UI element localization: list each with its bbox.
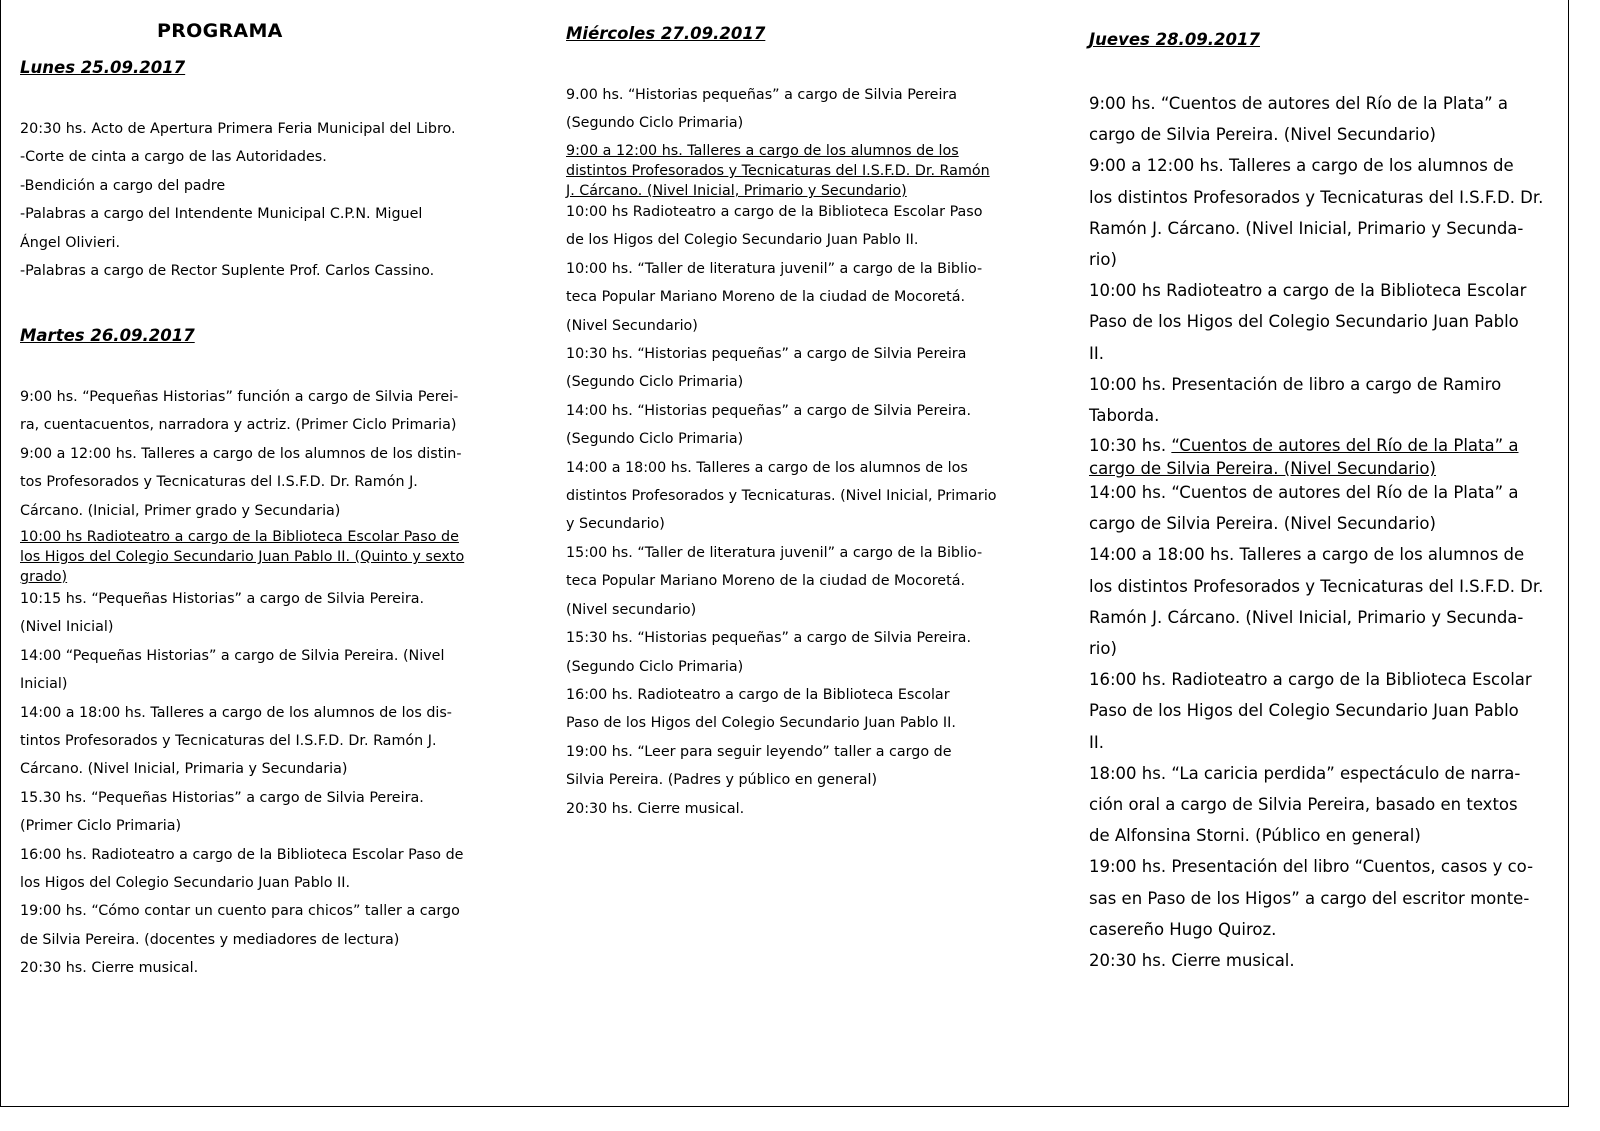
schedule-line: sas en Paso de los Higos” a cargo del escritor monte- [1089,888,1530,908]
schedule-line: los Higos del Colegio Secundario Juan Pablo II. [20,875,351,892]
schedule-line: -Bendición a cargo del padre [20,177,226,194]
tuesday-schedule-a [20,383,462,525]
schedule-line: 19:00 hs. “Cómo contar un cuento para chicos” taller a cargo [20,903,460,920]
schedule-line: 10:00 hs Radioteatro a cargo de la Biblioteca Escolar Paso [566,204,983,220]
wednesday-schedule-c [566,198,997,823]
program-title: PROGRAMA [157,20,283,42]
schedule-line: Taborda. [1089,406,1160,426]
schedule-line: (Nivel secundario) [566,601,697,618]
schedule-line: 20:30 hs. Cierre musical. [566,800,745,817]
schedule-line: -Palabras a cargo del Intendente Municipal C.P.N. Miguel [20,206,423,223]
schedule-line: 16:00 hs. Radioteatro a cargo de la Biblioteca Escolar Paso de [20,846,464,863]
schedule-line: 14:00 a 18:00 hs. Talleres a cargo de los alumnos de los [566,459,968,476]
schedule-line: 9:00 hs. “Pequeñas Historias” función a cargo de Silvia Perei- [20,389,459,405]
schedule-line [1089,434,1519,457]
time-label: 10:30 hs. [1089,436,1172,455]
schedule-line: Inicial) [20,676,68,693]
schedule-line: rio) [1089,250,1117,270]
schedule-line: 9:00 a 12:00 hs. Talleres a cargo de los alumnos de [1089,156,1514,176]
schedule-line: 18:00 hs. “La caricia perdida” espectáculo de narra- [1089,763,1521,783]
wednesday-schedule-a [566,81,957,138]
schedule-line: 15:30 hs. “Historias pequeñas” a cargo de Silvia Pereira. [566,630,971,647]
schedule-line: Paso de los Higos del Colegio Secundario Juan Pablo [1089,312,1519,332]
schedule-line: distintos Profesorados y Tecnicaturas. (Nivel Inicial, Primario [566,488,997,505]
schedule-line: Ángel Olivieri. [20,234,121,251]
schedule-line: ción oral a cargo de Silvia Pereira, basado en textos [1089,795,1518,815]
schedule-line: 15.30 hs. “Pequeñas Historias” a cargo de Silvia Pereira. [20,789,424,806]
schedule-line: 9:00 a 12:00 hs. Talleres a cargo de los alumnos de los [566,143,959,159]
schedule-line: 16:00 hs. Radioteatro a cargo de la Biblioteca Escolar [566,686,950,703]
schedule-line: casereño Hugo Quiroz. [1089,919,1277,939]
schedule-line: teca Popular Mariano Moreno de la ciudad de Mocoretá. [566,289,965,306]
schedule-line: de Silvia Pereira. (docentes y mediadores de lectura) [20,931,400,948]
schedule-line: 14:00 a 18:00 hs. Talleres a cargo de los alumnos de los dis- [20,704,452,721]
schedule-line: 20:30 hs. Acto de Apertura Primera Feria Municipal del Libro. [20,121,456,137]
schedule-line: Paso de los Higos del Colegio Secundario Juan Pablo II. [566,715,956,732]
schedule-line: 10:00 hs Radioteatro a cargo de la Biblioteca Escolar [1089,281,1527,301]
schedule-line: 10:00 hs Radioteatro a cargo de la Biblioteca Escolar Paso de [20,529,459,545]
schedule-line: cargo de Silvia Pereira. (Nivel Secundario) [1089,514,1436,534]
schedule-line: 10:00 hs. Presentación de libro a cargo de Ramiro [1089,374,1502,394]
schedule-line: 16:00 hs. Radioteatro a cargo de la Biblioteca Escolar [1089,670,1532,690]
monday-heading: Lunes 25.09.2017 [20,58,186,77]
schedule-line: Cárcano. (Inicial, Primer grado y Secundaria) [20,502,341,519]
schedule-line: rio) [1089,639,1117,659]
schedule-line: los Higos del Colegio Secundario Juan Pablo II. (Quinto y sexto [20,549,465,565]
wednesday-schedule-b [566,141,990,201]
schedule-line: (Nivel Inicial) [20,619,114,636]
schedule-line: de los Higos del Colegio Secundario Juan Pablo II. [566,232,919,249]
schedule-line: tos Profesorados y Tecnicaturas del I.S.F.D. Dr. Ramón J. [20,474,418,491]
schedule-line: grado) [20,569,68,585]
schedule-line: 14:00 hs. “Cuentos de autores del Río de la Plata” a [1089,483,1519,502]
schedule-line: (Primer Ciclo Primaria) [20,818,182,835]
schedule-line: tintos Profesorados y Tecnicaturas del I.S.F.D. Dr. Ramón J. [20,733,437,750]
thursday-schedule-c [1089,477,1543,976]
schedule-line: 15:00 hs. “Taller de literatura juvenil” a cargo de la Biblio- [566,544,983,561]
schedule-line: cargo de Silvia Pereira. (Nivel Secundario) [1089,459,1436,478]
schedule-line: (Nivel Secundario) [566,317,698,334]
schedule-line: 14:00 “Pequeñas Historias” a cargo de Silvia Pereira. (Nivel [20,647,445,664]
schedule-line: 20:30 hs. Cierre musical. [20,960,199,977]
schedule-line: los distintos Profesorados y Tecnicaturas del I.S.F.D. Dr. [1089,576,1544,596]
schedule-line: -Corte de cinta a cargo de las Autoridades. [20,149,327,166]
schedule-line: (Segundo Ciclo Primaria) [566,115,744,132]
schedule-line: (Segundo Ciclo Primaria) [566,431,744,448]
schedule-line: 9:00 hs. “Cuentos de autores del Río de la Plata” a [1089,94,1508,113]
underlined-text: “Cuentos de autores del Río de la Plata” a [1171,436,1519,455]
schedule-line: 10:15 hs. “Pequeñas Historias” a cargo de Silvia Pereira. [20,591,425,607]
schedule-line: 9:00 a 12:00 hs. Talleres a cargo de los alumnos de los distin- [20,445,462,462]
schedule-line: teca Popular Mariano Moreno de la ciudad de Mocoretá. [566,573,965,590]
schedule-line: Silvia Pereira. (Padres y público en general) [566,772,878,789]
schedule-line: los distintos Profesorados y Tecnicaturas del I.S.F.D. Dr. [1089,187,1544,207]
schedule-line: (Segundo Ciclo Primaria) [566,658,744,675]
monday-schedule [20,115,456,285]
schedule-line: 20:30 hs. Cierre musical. [1089,951,1295,971]
schedule-line: II. [1089,343,1104,363]
schedule-line: 14:00 a 18:00 hs. Talleres a cargo de los alumnos de [1089,545,1525,565]
wednesday-heading: Miércoles 27.09.2017 [566,24,766,43]
schedule-line: 9.00 hs. “Historias pequeñas” a cargo de Silvia Pereira [566,87,958,103]
thursday-schedule-b [1089,434,1519,480]
schedule-line: J. Cárcano. (Nivel Inicial, Primario y Secundario) [566,183,907,199]
schedule-line: ra, cuentacuentos, narradora y actriz. (Primer Ciclo Primaria) [20,417,457,434]
schedule-line: y Secundario) [566,516,665,533]
schedule-line: 10:30 hs. “Historias pequeñas” a cargo de Silvia Pereira [566,346,967,363]
schedule-line: Paso de los Higos del Colegio Secundario Juan Pablo [1089,701,1519,721]
tuesday-schedule-b [20,527,464,587]
tuesday-heading: Martes 26.09.2017 [20,326,195,345]
schedule-line: Cárcano. (Nivel Inicial, Primaria y Secundaria) [20,761,348,778]
schedule-line: (Segundo Ciclo Primaria) [566,374,744,391]
schedule-line: 19:00 hs. “Leer para seguir leyendo” taller a cargo de [566,743,952,760]
thursday-heading: Jueves 28.09.2017 [1089,30,1260,49]
schedule-line: Ramón J. Cárcano. (Nivel Inicial, Primario y Secunda- [1089,218,1524,238]
schedule-line: 14:00 hs. “Historias pequeñas” a cargo de Silvia Pereira. [566,402,971,419]
schedule-line: Ramón J. Cárcano. (Nivel Inicial, Primario y Secunda- [1089,607,1524,627]
schedule-line: de Alfonsina Storni. (Público en general) [1089,826,1421,846]
schedule-line: 19:00 hs. Presentación del libro “Cuentos, casos y co- [1089,857,1534,877]
schedule-line: distintos Profesorados y Tecnicaturas del I.S.F.D. Dr. Ramón [566,163,990,179]
thursday-schedule-a [1089,88,1543,431]
schedule-line: II. [1089,732,1104,752]
schedule-line: cargo de Silvia Pereira. (Nivel Secundario) [1089,125,1436,145]
schedule-line: -Palabras a cargo de Rector Suplente Prof. Carlos Cassino. [20,263,435,280]
schedule-line: 10:00 hs. “Taller de literatura juvenil” a cargo de la Biblio- [566,260,983,277]
tuesday-schedule-c [20,585,463,983]
